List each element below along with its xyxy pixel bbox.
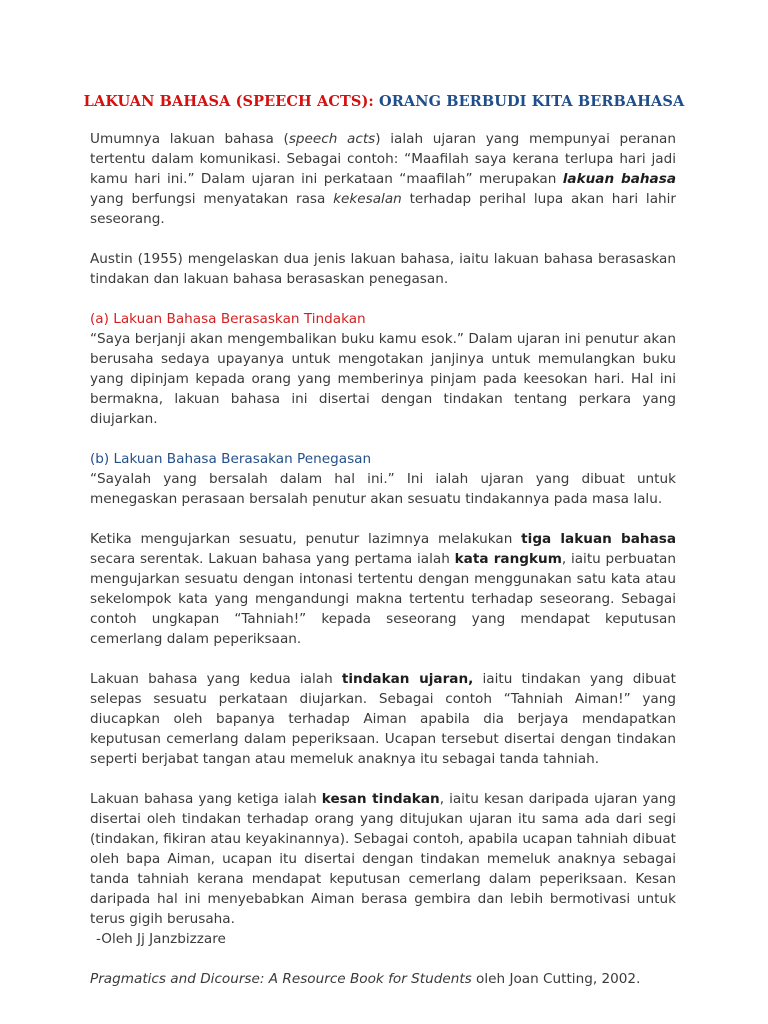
text-run: yang berfungsi menyatakan rasa [90,191,334,207]
term-kata-rangkum: kata rangkum [454,551,562,567]
text-run: Ketika mengujarkan sesuatu, penutur lazimnya melakukan [90,531,522,547]
reference-author: oleh Joan Cutting, 2002. [471,971,641,987]
term-tiga-lakuan-bahasa: tiga lakuan bahasa [521,531,677,547]
text-run: , iaitu perbuatan mengujarkan sesuatu dengan intonasi tertentu dengan menggunakan satu kata atau sekelompok kata yang mengandungi makna tertentu terhadap seseorang. Sebagai contoh ungkapan “Tahniah!” kepada seseorang yang mendapat keputusan cemerlang dalam peperiksaan. [90,551,676,647]
title-part-2: ORANG BERBUDI KITA BERBAHASA [379,93,685,110]
text-run: iaitu tindakan yang dibuat selepas sesuatu perkataan diujarkan. Sebagai contoh “Tahniah Aiman!” yang diucapkan oleh bapanya terhadap Aiman apabila dia berjaya mendapatkan keputusan cemerlang dalam peperiksaan. Ucapan tersebut disertai dengan tindakan seperti berjabat tangan atau memeluk anaknya itu sebagai tanda tahniah. [90,671,677,767]
reference-book-title: Pragmatics and Dicourse: A Resource Book for Students [90,971,472,987]
page-title [0,93,768,110]
text-run: Umumnya lakuan bahasa ( [90,131,289,147]
title-part-1: LAKUAN BAHASA (SPEECH ACTS): [83,93,374,110]
text-run: ) ialah ujaran yang mempunyai peranan tertentu dalam komunikasi. Sebagai contoh: “Maafilah saya kerana terlupa hari jadi kamu hari ini.” Dalam ujaran ini perkataan “maafilah” merupakan [90,131,676,187]
term-speech-acts: speech acts [288,131,376,147]
text-run: Lakuan bahasa yang kedua ialah [90,671,342,687]
document-body [90,129,676,989]
text-run: Lakuan bahasa yang ketiga ialah [90,791,322,807]
author-signature: -Oleh Jj Janzbizzare [96,931,226,947]
second-act-paragraph [90,669,676,769]
reference-citation [90,969,676,989]
term-lakuan-bahasa: lakuan bahasa [562,171,676,187]
text-run: , iaitu kesan daripada ujaran yang disertai oleh tindakan terhadap orang yang ditujukan ujaran itu sama ada dari segi (tindakan, fikiran atau keyakinannya). Sebagai contoh, apabila ucapan tahniah dibuat oleh bapa Aiman, ucapan itu disertai dengan tindakan memeluk anaknya sebagai tanda tahniah kerana mendapat keputusan cemerlang dalam peperiksaan. Kesan daripada hal ini menyebabkan Aiman berasa gembira dan lebih bermotivasi untuk terus gigih berusaha. [90,791,677,927]
section-b-heading: (b) Lakuan Bahasa Berasakan Penegasan [90,451,372,467]
austin-paragraph: Austin (1955) mengelaskan dua jenis lakuan bahasa, iaitu lakuan bahasa berasaskan tindakan dan lakuan bahasa berasaskan penegasan. [90,251,676,287]
three-acts-paragraph [90,529,676,649]
section-a-heading: (a) Lakuan Bahasa Berasaskan Tindakan [90,311,366,327]
text-run: secara serentak. Lakuan bahasa yang pertama ialah [90,551,455,567]
section-a-text: “Saya berjanji akan mengembalikan buku kamu esok.” Dalam ujaran ini penutur akan berusaha sedaya upayanya untuk mengotakan janjinya untuk memulangkan buku yang dipinjam kepada orang yang memberinya pinjam pada keesokan hari. Hal ini bermakna, lakuan bahasa ini disertai dengan tindakan tentang perkara yang diujarkan. [90,331,676,427]
term-tindakan-ujaran: tindakan ujaran, [341,671,474,687]
text-run: terhadap perihal lupa akan hari lahir seseorang. [90,191,676,227]
intro-paragraph [90,129,676,229]
third-act-paragraph [90,789,676,929]
term-kesan-tindakan: kesan tindakan [321,791,440,807]
term-kekesalan: kekesalan [333,191,402,207]
section-b-text: “Sayalah yang bersalah dalam hal ini.” Ini ialah ujaran yang dibuat untuk menegaskan perasaan bersalah penutur akan sesuatu tindakannya pada masa lalu. [90,471,676,507]
